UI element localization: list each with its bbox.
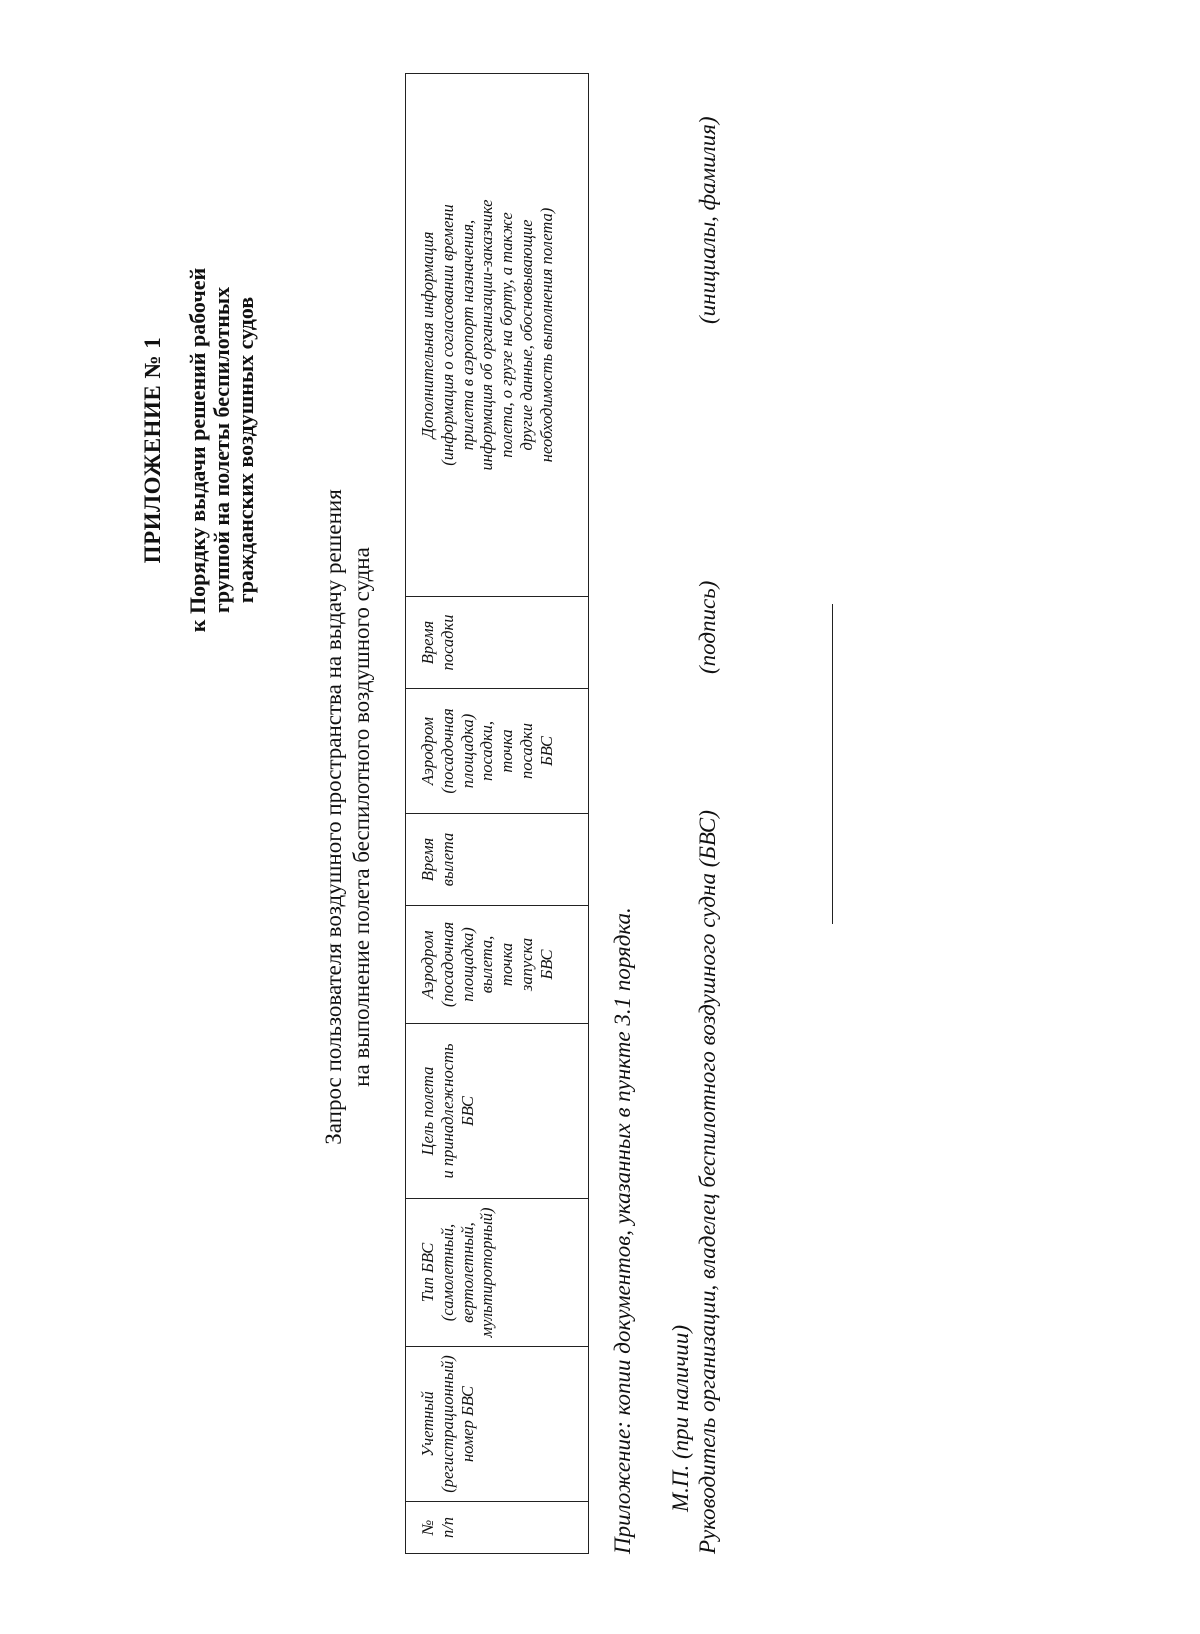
- signature-caption: (подпись): [695, 580, 720, 674]
- table-header-row: [406, 74, 589, 1554]
- appendix-heading: [140, 170, 259, 730]
- signature-block: [695, 74, 727, 1554]
- appendix-subtitle-line: к Порядку выдачи решений рабочей: [185, 267, 210, 633]
- request-table: [405, 73, 589, 1554]
- appendix-subtitle: [186, 170, 259, 730]
- request-title-line: на выполнение полета беспилотного воздушного судна: [348, 547, 374, 1087]
- signature-line: [832, 604, 833, 924]
- col-header-uav-type: Тип БВС (самолетный, вертолетный, мультироторный): [406, 1199, 589, 1347]
- col-header-additional-info: Дополнительная информация (информация о согласовании времени прилета в аэропорт назначения, информация об организации-заказчике полета, о грузе на борту, а также другие данные, обосновывающие необходимость выполнения полета): [406, 74, 589, 597]
- col-header-registration-number: Учетный (регистрационный) номер БВС: [406, 1347, 589, 1502]
- col-header-landing-aerodrome: Аэродром (посадочная площадка) посадки, точка посадки БВС: [406, 689, 589, 814]
- col-header-departure-aerodrome: Аэродром (посадочная площадка) вылета, точка запуска БВС: [406, 906, 589, 1024]
- signer-label: Руководитель организации, владелец беспилотного воздушного судна (БВС): [695, 810, 720, 1554]
- col-header-number: № п/п: [406, 1502, 589, 1554]
- name-caption: (инициалы, фамилия): [695, 116, 720, 324]
- request-title-line: Запрос пользователя воздушного пространства на выдачу решения: [321, 489, 346, 1145]
- attachment-note: Приложение: копии документов, указанных в пункте 3.1 порядка.: [610, 907, 635, 1554]
- appendix-subtitle-line: гражданских воздушных судов: [233, 296, 259, 604]
- appendix-title: ПРИЛОЖЕНИЕ № 1: [140, 336, 165, 564]
- col-header-landing-time: Время посадки: [406, 597, 589, 689]
- col-header-departure-time: Время вылета: [406, 814, 589, 906]
- stamp-note: М.П. (при наличии): [668, 1325, 693, 1512]
- request-title: [320, 0, 375, 1634]
- appendix-subtitle-line: группой на полеты беспилотных: [209, 286, 235, 614]
- col-header-flight-purpose: Цель полета и принадлежность БВС: [406, 1024, 589, 1199]
